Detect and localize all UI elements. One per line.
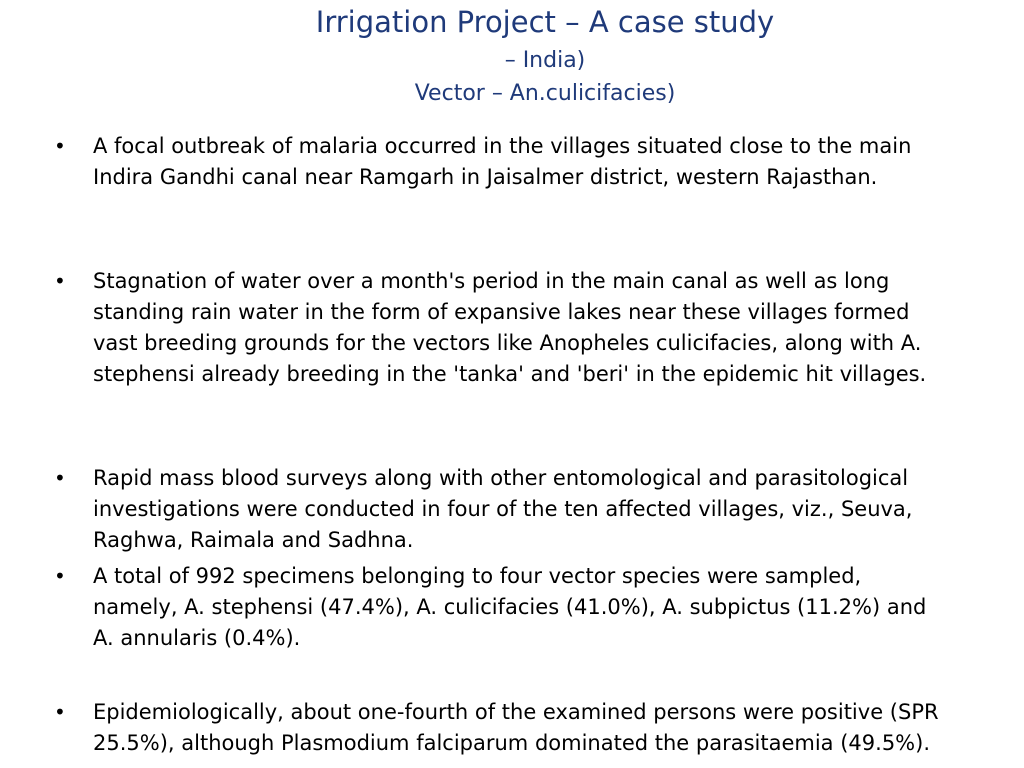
bullet-dot-icon: •: [54, 269, 66, 293]
bullet-dot-icon: •: [54, 564, 66, 588]
title-subtitle-vector: Vector – An.culicifacies): [414, 81, 676, 106]
title-subtitle-country: – India): [504, 48, 586, 73]
bullet-text: Rapid mass blood surveys along with other entomological and parasitological investigations were conducted in four of the ten affected villages, viz., Seuva, Raghwa, Raimala and Sadhna.: [93, 466, 913, 552]
bullet-dot-icon: •: [54, 134, 66, 158]
bullet-dot-icon: •: [54, 466, 66, 490]
bullet-text: Epidemiologically, about one-fourth of the examined persons were positive (SPR 25.5%), although Plasmodium falciparum dominated the parasitaemia (49.5%).: [93, 700, 939, 755]
bullet-text: Stagnation of water over a month's period in the main canal as well as long standing rain water in the form of expansive lakes near these villages formed vast breeding grounds for the vectors like Anopheles culicifacies, along with A. stephensi already breeding in the 'tanka' and 'beri' in the epidemic hit villages.: [93, 269, 927, 386]
bullet-text: A total of 992 specimens belonging to four vector species were sampled, namely, A. stephensi (47.4%), A. culicifacies (41.0%), A. subpictus (11.2%) and A. annularis (0.4%).: [93, 564, 927, 650]
title-main: Irrigation Project – A case study: [315, 5, 775, 39]
bullet-dot-icon: •: [54, 700, 66, 724]
bullet-text: A focal outbreak of malaria occurred in the villages situated close to the main Indira Gandhi canal near Ramgarh in Jaisalmer district, western Rajasthan.: [93, 134, 912, 189]
